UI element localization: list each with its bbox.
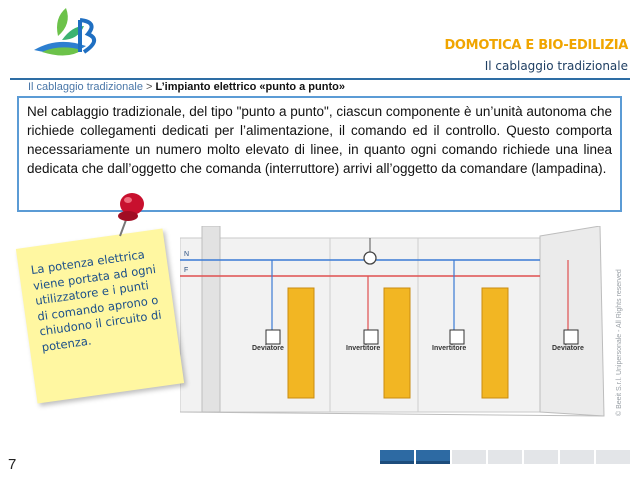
progress-segment <box>524 450 558 464</box>
device-label-1: Deviatore <box>252 345 284 352</box>
device-label-2: Invertitore <box>346 345 381 352</box>
progress-bar <box>380 450 630 464</box>
wiring-diagram <box>180 226 612 422</box>
copyright-notice: © Beeit S.r.l. Unipersonale - All Rights reserved <box>616 269 623 416</box>
breadcrumb-separator: > <box>142 81 156 93</box>
push-pin-icon <box>110 190 150 240</box>
progress-segment <box>560 450 594 464</box>
content-paragraph: Nel cablaggio tradizionale, del tipo "punto a punto", ciascun componente è un’unità autonoma che richiede collegamenti dedicati per l’alimentazione, il comando ed il controllo. Questo comporta necessariamente un numero molto elevato di linee, in quanto ogni comando richiede una linea dedicata che dall’oggetto che comanda (interruttore) arrivi all’oggetto da comandare (lampadina). <box>27 104 612 176</box>
breadcrumb-current: L’impianto elettrico «punto a punto» <box>155 81 345 93</box>
content-box <box>17 96 622 212</box>
device-label-4: Deviatore <box>552 345 584 352</box>
page-number: 7 <box>8 456 17 473</box>
breadcrumb <box>28 81 345 93</box>
sticky-note-text: La potenza elettrica viene portata ad ogni utilizzatore e i punti di comando aprono o chiudono il circuito di potenza. <box>29 247 163 354</box>
device-label-3: Invertitore <box>432 345 467 352</box>
header-title: DOMOTICA E BIO-EDILIZIA <box>444 38 628 53</box>
sticky-note <box>16 228 184 403</box>
wire-label-n: N <box>184 251 190 258</box>
breadcrumb-parent[interactable]: Il cablaggio tradizionale <box>28 81 143 93</box>
progress-segment <box>596 450 630 464</box>
progress-segment <box>380 450 414 464</box>
header-subtitle: Il cablaggio tradizionale <box>484 59 628 73</box>
company-logo <box>28 6 108 66</box>
progress-segment <box>416 450 450 464</box>
progress-segment <box>452 450 486 464</box>
wire-label-f: F <box>184 267 189 274</box>
header-divider <box>10 78 630 80</box>
progress-segment <box>488 450 522 464</box>
